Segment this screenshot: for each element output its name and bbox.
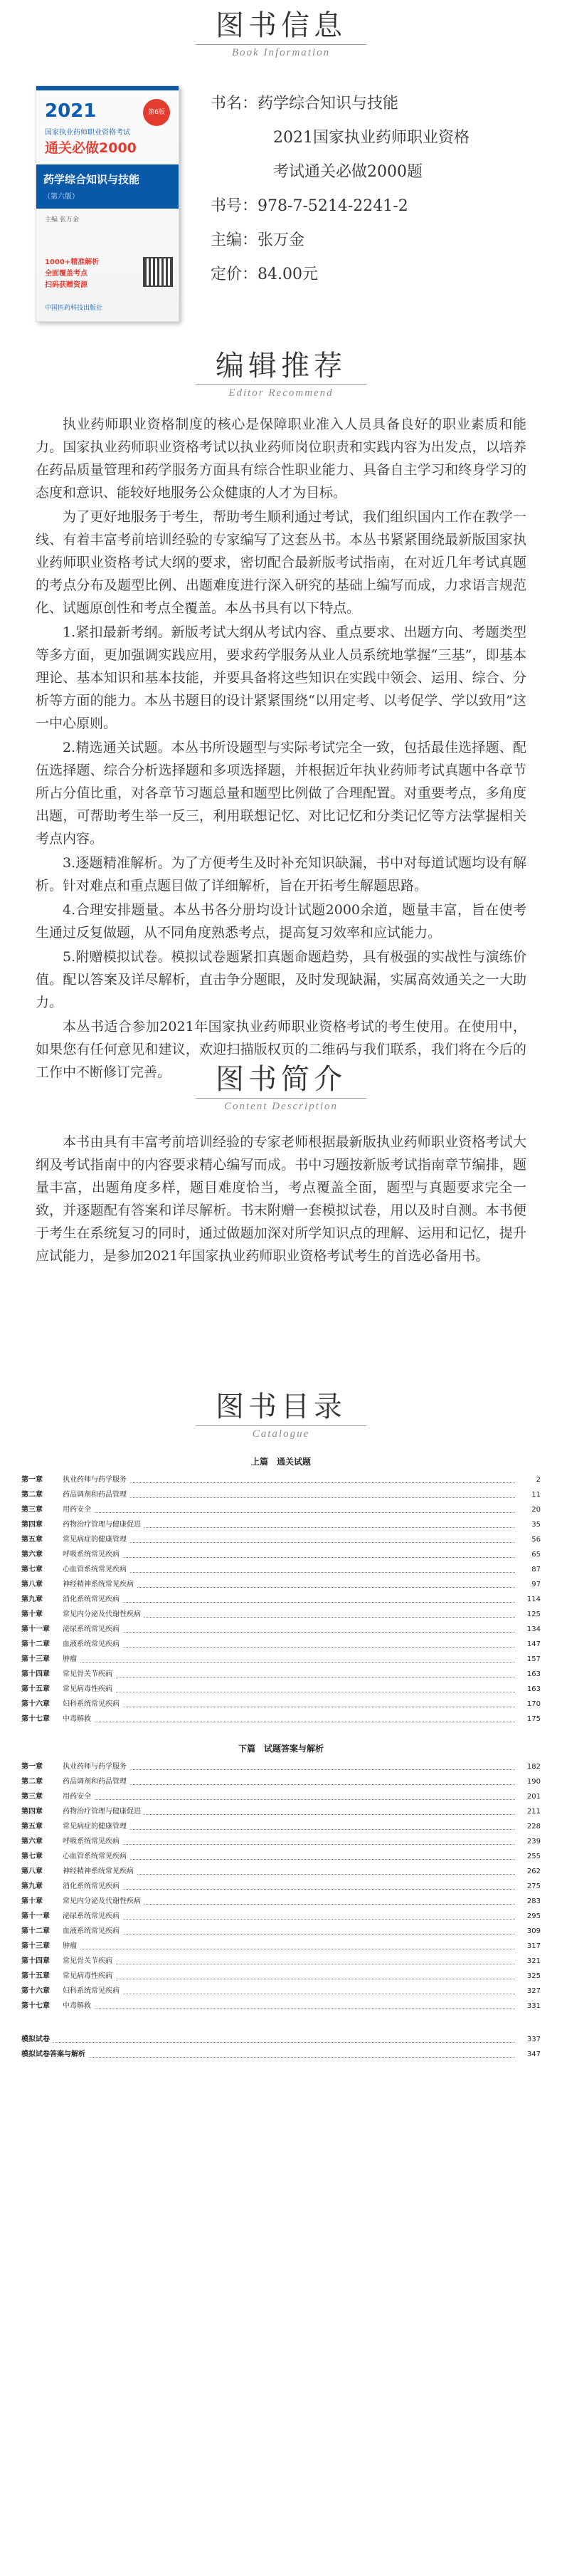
- toc-chapter-title: 呼吸系统常见疾病: [63, 1547, 122, 1562]
- toc-page-number: 262: [516, 1864, 541, 1879]
- toc-entry: [21, 1759, 541, 1774]
- info-value: 张万金: [258, 231, 305, 249]
- toc-chapter-title: 常见病毒性疾病: [63, 1682, 115, 1697]
- toc-chapter-number: 第十六章: [21, 1697, 63, 1712]
- toc-chapter-title: 常见病症的健康管理: [63, 1819, 129, 1834]
- cover-highlight: 全面覆盖考点: [45, 270, 88, 278]
- paragraph: 5.附赠模拟试卷。模拟试卷题紧扣真题命题趋势，具有极强的实战性与演练价值。配以答案及详尽解析，直击争分题眼，及时发现缺漏，实属高效通关之一大助力。: [36, 949, 526, 1010]
- info-value: 考试通关必做2000题: [273, 163, 423, 181]
- cover-year: 2021: [45, 100, 97, 122]
- toc-chapter-number: 第八章: [21, 1577, 63, 1592]
- paragraph: 本书由具有丰富考前培训经验的专家老师根据最新版执业药师职业资格考试大纲及考试指南中的内容要求精心编写而成。书中习题按新版考试指南章节编排，题量丰富，出题角度多样，题目难度恰当，考点覆盖全面，题型与真题要求完全一致，并逐题配有答案和详尽解析。书末附赠一套模拟试卷，用以及时自测。本书便于考生在系统复习的同时，通过做题加深对所学知识点的理解、运用和记忆，提升应试能力，是参加2021年国家执业药师职业资格考试考生的首选必备用书。: [36, 1134, 526, 1264]
- toc-chapter-number: 第十二章: [21, 1924, 63, 1939]
- toc-entry: [21, 1592, 541, 1607]
- info-label: 主编：: [211, 231, 258, 249]
- toc-entry: [21, 1999, 541, 2014]
- paragraph: 为了更好地服务于考生，帮助考生顺利通过考试，我们组织国内工作在教学一线、有着丰富考前培训经验的专家编写了这套丛书。本丛书紧紧围绕最新版国家执业药师职业资格考试大纲的要求，密切配合最新版考试指南，在对近几年考试真题的考点分布及题型比例、出题难度进行深入研究的基础上编写而成，力求语言规范化、试题原创性和考点全覆盖。本丛书具有以下特点。: [36, 509, 526, 616]
- toc-page-number: 125: [516, 1607, 541, 1622]
- toc-entry: [21, 1909, 541, 1924]
- toc-entry: [21, 1487, 541, 1502]
- toc-chapter-number: 第四章: [21, 1517, 63, 1532]
- qr-code-icon: [143, 257, 173, 287]
- toc-entry: [21, 1532, 541, 1547]
- toc-entry: [21, 1517, 541, 1532]
- toc-page-number: 20: [516, 1502, 541, 1517]
- toc-leader-dots: [21, 1799, 515, 1800]
- toc-page-number: 11: [516, 1487, 541, 1502]
- paragraph: 执业药师职业资格制度的核心是保障职业准入人员具备良好的职业素质和能力。国家执业药师职业资格考试以执业药师岗位职责和实践内容为出发点，以培养在药品质量管理和药学服务方面具有综合性职业能力、具备自主学习和终身学习的态度和意识、能较好地服务公众健康的人才为目标。: [36, 417, 526, 501]
- section-subtitle: Editor Recommend: [228, 387, 334, 399]
- content-description-text: [36, 1131, 526, 1269]
- toc-page-number: 65: [516, 1547, 541, 1562]
- toc-chapter-title: 肿瘤: [63, 1939, 80, 1954]
- section-title: 图书信息: [216, 9, 346, 42]
- toc-chapter-title: 药品调剂和药品管理: [63, 1774, 129, 1789]
- toc-part1-list: [21, 1472, 541, 1727]
- info-row-isbn: [211, 189, 545, 224]
- section-subtitle: Content Description: [223, 1101, 339, 1112]
- toc-chapter-title: 泌尿系统常见疾病: [63, 1909, 122, 1924]
- toc-chapter-title: 泌尿系统常见疾病: [63, 1622, 122, 1637]
- toc-entry: [21, 1637, 541, 1652]
- toc-chapter-title: 模拟试卷: [21, 2032, 53, 2047]
- toc-entry: [21, 1667, 541, 1682]
- paragraph: 2.精选通关试题。本丛书所设题型与实际考试完全一致，包括最佳选择题、配伍选择题、综合分析选择题和多项选择题，并根据近年执业药师考试真题中各章节所占分值比重，对各章节习题总量和题型比例做了合理配置。对重要考点，多角度出题，可帮助考生举一反三，利用联想记忆、对比记忆和分类记忆等方法掌握相关考点内容。: [36, 740, 526, 847]
- toc-chapter-title: 执业药师与药学服务: [63, 1759, 129, 1774]
- toc-chapter-number: 第十一章: [21, 1622, 63, 1637]
- cover-highlight: 1000+精准解析: [45, 258, 100, 266]
- toc-entry: [21, 2032, 541, 2047]
- section-title: 编辑推荐: [216, 350, 346, 382]
- toc-entry: [21, 1472, 541, 1487]
- toc-page-number: 157: [516, 1652, 541, 1667]
- toc-chapter-title: 妇科系统常见疾病: [63, 1697, 122, 1712]
- section-header-book-info: [0, 7, 562, 61]
- toc-chapter-number: 第七章: [21, 1849, 63, 1864]
- toc-page-number: 163: [516, 1682, 541, 1697]
- toc-chapter-title: 血液系统常见疾病: [63, 1637, 122, 1652]
- toc-page-number: 175: [516, 1712, 541, 1727]
- toc-chapter-number: 第十三章: [21, 1652, 63, 1667]
- cover-edition: （第六版）: [43, 193, 79, 201]
- toc-page-number: 295: [516, 1909, 541, 1924]
- toc-entry: [21, 1622, 541, 1637]
- toc-chapter-title: 妇科系统常见疾病: [63, 1984, 122, 1999]
- info-row-editor: [211, 224, 545, 258]
- toc-page-number: 228: [516, 1819, 541, 1834]
- toc-page-number: 255: [516, 1849, 541, 1864]
- section-header-description: [0, 1061, 562, 1114]
- toc-page-number: 182: [516, 1759, 541, 1774]
- toc-page-number: 97: [516, 1577, 541, 1592]
- toc-entry: [21, 2047, 541, 2062]
- toc-chapter-number: 第八章: [21, 1864, 63, 1879]
- toc-chapter-title: 神经精神系统常见疾病: [63, 1864, 137, 1879]
- toc-page-number: 56: [516, 1532, 541, 1547]
- toc-chapter-number: 第九章: [21, 1592, 63, 1607]
- toc-entry: [21, 1804, 541, 1819]
- toc-page-number: 163: [516, 1667, 541, 1682]
- toc-chapter-title: 中毒解救: [63, 1999, 94, 2014]
- toc-chapter-title: 模拟试卷答案与解析: [21, 2047, 88, 2062]
- toc-entry: [21, 1697, 541, 1712]
- toc-entry: [21, 1834, 541, 1849]
- toc-extras-list: [21, 2032, 541, 2062]
- info-value: 2021国家执业药师职业资格: [273, 129, 470, 147]
- info-row-price: [211, 258, 545, 292]
- toc-entry: [21, 1789, 541, 1804]
- toc-chapter-title: 常见骨关节疾病: [63, 1954, 115, 1969]
- toc-entry: [21, 1969, 541, 1984]
- toc-page-number: 190: [516, 1774, 541, 1789]
- toc-chapter-number: 第六章: [21, 1547, 63, 1562]
- table-of-contents: [21, 1451, 541, 2062]
- toc-chapter-title: 神经精神系统常见疾病: [63, 1577, 137, 1592]
- toc-page-number: 275: [516, 1879, 541, 1894]
- cover-author: 主编 张万金: [45, 216, 79, 224]
- toc-chapter-title: 常见内分泌及代谢性疾病: [63, 1607, 144, 1622]
- toc-entry: [21, 1682, 541, 1697]
- toc-entry: [21, 1864, 541, 1879]
- info-value: 84.00元: [258, 266, 318, 283]
- toc-chapter-title: 常见病症的健康管理: [63, 1532, 129, 1547]
- toc-chapter-title: 药品调剂和药品管理: [63, 1487, 129, 1502]
- toc-entry: [21, 1984, 541, 1999]
- toc-page-number: 239: [516, 1834, 541, 1849]
- info-label: 书号：: [211, 197, 258, 215]
- editor-recommend-text: [36, 413, 526, 1085]
- toc-chapter-title: 消化系统常见疾病: [63, 1592, 122, 1607]
- toc-entry: [21, 1652, 541, 1667]
- toc-leader-dots: [21, 2057, 515, 2058]
- toc-part-title: 下篇 试题答案与解析: [238, 1744, 324, 1754]
- toc-chapter-title: 心血管系统常见疾病: [63, 1562, 129, 1577]
- info-value: 药学综合知识与技能: [258, 95, 399, 112]
- info-label: 书名：: [211, 95, 258, 112]
- toc-chapter-number: 第一章: [21, 1759, 63, 1774]
- paragraph: 本丛书适合参加2021年国家执业药师职业资格考试的考生使用。在使用中，如果您有任何意见和建议，欢迎扫描版权页的二维码与我们联系，我们将在今后的工作中不断修订完善。: [36, 1019, 526, 1080]
- toc-chapter-number: 第十三章: [21, 1939, 63, 1954]
- toc-leader-dots: [21, 1662, 515, 1663]
- toc-chapter-number: 第三章: [21, 1789, 63, 1804]
- toc-chapter-title: 执业药师与药学服务: [63, 1472, 129, 1487]
- toc-entry: [21, 1774, 541, 1789]
- toc-chapter-title: 常见内分泌及代谢性疾病: [63, 1894, 144, 1909]
- toc-page-number: 201: [516, 1789, 541, 1804]
- toc-chapter-title: 常见骨关节疾病: [63, 1667, 115, 1682]
- toc-chapter-number: 第五章: [21, 1532, 63, 1547]
- toc-chapter-title: 用药安全: [63, 1502, 94, 1517]
- toc-chapter-number: 第十五章: [21, 1969, 63, 1984]
- toc-page-number: 337: [516, 2032, 541, 2047]
- paragraph: 1.紧扣最新考纲。新版考试大纲从考试内容、重点要求、出题方向、考题类型等多方面，更加强调实践应用，要求药学服务从业人员系统地掌握“三基”，即基本理论、基本知识和基本技能，并要具备将这些知识在实践中领会、运用、综合、分析等方面的能力。本丛书题目的设计紧紧围绕“以用定考、以考促学、学以致用”这一中心原则。: [36, 624, 526, 731]
- info-value: 978-7-5214-2241-2: [258, 197, 408, 215]
- toc-part-title: 上篇 通关试题: [250, 1457, 311, 1467]
- toc-entry: [21, 1547, 541, 1562]
- toc-page-number: 147: [516, 1637, 541, 1652]
- toc-chapter-number: 第十七章: [21, 1712, 63, 1727]
- toc-chapter-number: 第十一章: [21, 1909, 63, 1924]
- toc-entry: [21, 1577, 541, 1592]
- toc-chapter-number: 第十五章: [21, 1682, 63, 1697]
- toc-chapter-number: 第五章: [21, 1819, 63, 1834]
- toc-entry: [21, 1502, 541, 1517]
- toc-entry: [21, 1607, 541, 1622]
- section-title: 图书目录: [216, 1391, 346, 1423]
- toc-page-number: 331: [516, 1999, 541, 2014]
- toc-chapter-number: 第十七章: [21, 1999, 63, 2014]
- toc-page-number: 170: [516, 1697, 541, 1712]
- cover-top-bar: [36, 86, 179, 90]
- paragraph: 3.逐题精准解析。为了方便考生及时补充知识缺漏，书中对每道试题均设有解析。针对难点和重点题目做了详细解析，旨在开拓考生解题思路。: [36, 855, 526, 894]
- section-subtitle: Book Information: [231, 47, 331, 58]
- cover-edition-badge: 第6版: [143, 99, 170, 126]
- cover-highlights: [45, 257, 130, 291]
- book-cover: [21, 85, 185, 320]
- toc-entry: [21, 1712, 541, 1727]
- toc-page-number: 309: [516, 1924, 541, 1939]
- toc-chapter-number: 第四章: [21, 1804, 63, 1819]
- toc-part2-list: [21, 1759, 541, 2014]
- cover-highlight: 扫码获赠资源: [45, 281, 88, 289]
- toc-page-number: 35: [516, 1517, 541, 1532]
- divider: [196, 1425, 366, 1426]
- toc-chapter-title: 药物治疗管理与健康促进: [63, 1804, 144, 1819]
- toc-page-number: 283: [516, 1894, 541, 1909]
- toc-chapter-number: 第九章: [21, 1879, 63, 1894]
- cover-publisher: 中国医药科技出版社: [45, 305, 103, 312]
- toc-entry: [21, 1879, 541, 1894]
- info-label: 定价：: [211, 266, 258, 283]
- toc-entry: [21, 1819, 541, 1834]
- section-title: 图书简介: [216, 1063, 346, 1096]
- toc-chapter-number: 第三章: [21, 1502, 63, 1517]
- toc-chapter-title: 用药安全: [63, 1789, 94, 1804]
- toc-page-number: 114: [516, 1592, 541, 1607]
- divider: [196, 44, 366, 45]
- toc-entry: [21, 1894, 541, 1909]
- divider: [196, 384, 366, 385]
- toc-chapter-title: 血液系统常见疾病: [63, 1924, 122, 1939]
- cover-brand: 通关必做2000: [45, 140, 137, 156]
- toc-chapter-title: 心血管系统常见疾病: [63, 1849, 129, 1864]
- toc-entry: [21, 1954, 541, 1969]
- info-row-title: [211, 87, 545, 121]
- divider: [196, 1098, 366, 1099]
- section-subtitle: Catalogue: [252, 1428, 310, 1440]
- section-header-catalogue: [0, 1388, 562, 1442]
- toc-chapter-number: 第二章: [21, 1487, 63, 1502]
- toc-page-number: 317: [516, 1939, 541, 1954]
- cover-series: 国家执业药师职业资格考试: [45, 129, 130, 137]
- toc-leader-dots: [21, 2042, 515, 2043]
- toc-chapter-number: 第十六章: [21, 1984, 63, 1999]
- toc-chapter-title: 药物治疗管理与健康促进: [63, 1517, 144, 1532]
- cover-title-band: [36, 164, 179, 209]
- book-info-list: [211, 87, 545, 292]
- toc-entry: [21, 1939, 541, 1954]
- toc-page-number: 327: [516, 1984, 541, 1999]
- toc-entry: [21, 1562, 541, 1577]
- toc-chapter-number: 第十章: [21, 1607, 63, 1622]
- section-header-editor: [0, 347, 562, 401]
- book-cover-art: [36, 85, 179, 322]
- toc-entry: [21, 1849, 541, 1864]
- toc-page-number: 87: [516, 1562, 541, 1577]
- toc-chapter-number: 第十章: [21, 1894, 63, 1909]
- toc-leader-dots: [21, 1512, 515, 1513]
- toc-chapter-title: 中毒解救: [63, 1712, 94, 1727]
- toc-page-number: 347: [516, 2047, 541, 2062]
- toc-chapter-number: 第十二章: [21, 1637, 63, 1652]
- toc-chapter-title: 呼吸系统常见疾病: [63, 1834, 122, 1849]
- toc-chapter-number: 第十四章: [21, 1667, 63, 1682]
- toc-page-number: 2: [516, 1472, 541, 1487]
- toc-page-number: 321: [516, 1954, 541, 1969]
- toc-chapter-number: 第二章: [21, 1774, 63, 1789]
- toc-chapter-number: 第七章: [21, 1562, 63, 1577]
- paragraph: 4.合理安排题量。本丛书各分册均设计试题2000余道，题量丰富，旨在使考生通过反复做题，从不同角度熟悉考点，提高复习效率和应试能力。: [36, 902, 526, 941]
- cover-book-title: 药学综合知识与技能: [43, 173, 140, 186]
- toc-chapter-title: 消化系统常见疾病: [63, 1879, 122, 1894]
- toc-page-number: 134: [516, 1622, 541, 1637]
- toc-chapter-title: 常见病毒性疾病: [63, 1969, 115, 1984]
- toc-page-number: 325: [516, 1969, 541, 1984]
- toc-chapter-number: 第一章: [21, 1472, 63, 1487]
- toc-entry: [21, 1924, 541, 1939]
- toc-page-number: 211: [516, 1804, 541, 1819]
- toc-chapter-number: 第六章: [21, 1834, 63, 1849]
- toc-chapter-number: 第十四章: [21, 1954, 63, 1969]
- toc-chapter-title: 肿瘤: [63, 1652, 80, 1667]
